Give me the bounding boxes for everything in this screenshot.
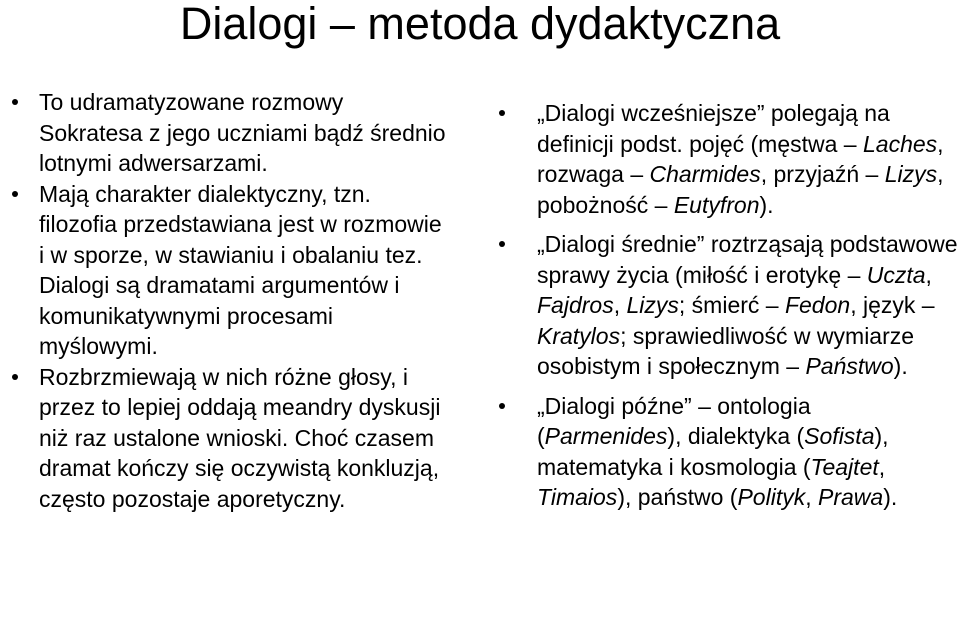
bullet-item — [492, 98, 958, 220]
bullet-dot-icon — [495, 229, 509, 260]
bullet-text: ). — [759, 191, 774, 218]
bullet-text: , — [878, 453, 886, 480]
bullet-item — [492, 229, 958, 382]
bullet-text: ), dialektyka ( — [667, 423, 805, 449]
bullet-text: , przyjaźń – — [760, 161, 885, 187]
bullet-item — [8, 362, 448, 515]
bullet-dot-icon — [495, 98, 509, 129]
dialogue-title: Lizys — [884, 161, 938, 187]
bullet-dot-icon — [8, 87, 22, 118]
bullet-text: Rozbrzmiewają w nich różne głosy, i przez to lepiej oddają meandry dyskusji niż raz ustalone wnioski. Choć czasem dramat kończy się oczywistą konkluzją, często pozostaje aporetyczny. — [39, 363, 441, 512]
dialogue-title: Charmides — [649, 161, 761, 187]
dialogue-title: Parmenides — [544, 423, 668, 449]
bullet-text: Mają charakter dialektyczny, tzn. filozofia przedstawiana jest w rozmowie i w sporze, w stawianiu i obalaniu tez. Dialogi są dramatami argumentów i komunikatywnymi procesami myślowymi. — [39, 180, 442, 359]
bullet-text: „Dialogi średnie” roztrząsają podstawowe sprawy życia (miłość i erotykę – — [537, 231, 958, 288]
bullet-text: ; śmierć – — [678, 292, 785, 318]
bullet-dot-icon — [495, 391, 509, 422]
bullet-text: ), matematyka i kosmologia ( — [537, 423, 889, 480]
dialogue-title: Timaios — [537, 484, 618, 510]
bullet-text: , — [613, 292, 627, 318]
dialogue-title: Fedon — [784, 292, 851, 318]
dialogue-title: Państwo — [805, 353, 894, 379]
bullet-text: To udramatyzowane rozmowy Sokratesa z jego uczniami bądź średnio lotnymi adwersarzami. — [39, 89, 446, 176]
bullet-text: ). — [883, 484, 898, 510]
bullet-text: , — [925, 261, 932, 288]
bullet-text: , — [805, 484, 818, 510]
dialogue-title: Uczta — [866, 261, 926, 288]
dialogue-title: Prawa — [818, 484, 884, 510]
bullet-text: , rozwaga – — [537, 130, 944, 187]
bullet-text: , pobożność – — [537, 161, 944, 218]
bullet-dot-icon — [8, 179, 22, 210]
bullet-dot-icon — [8, 362, 22, 393]
bullet-text: „Dialogi późne” – ontologia ( — [537, 392, 811, 449]
right-bullet-list — [492, 98, 958, 522]
dialogue-title: Laches — [863, 130, 938, 157]
dialogue-title: Kratylos — [537, 322, 621, 349]
bullet-text: ; sprawiedliwość w wymiarze osobistym i społecznym – — [537, 322, 915, 379]
dialogue-title: Teajtet — [810, 453, 879, 480]
bullet-item — [8, 87, 448, 179]
bullet-text: „Dialogi wcześniejsze” polegają na definicji podst. pojęć (męstwa – — [537, 100, 890, 157]
slide-title: Dialogi – metoda dydaktyczna — [179, 0, 781, 49]
dialogue-title: Sofista — [804, 423, 875, 449]
bullet-text: ), państwo ( — [617, 484, 738, 510]
dialogue-title: Lizys — [626, 292, 679, 318]
dialogue-title: Fajdros — [537, 292, 614, 318]
bullet-item — [492, 391, 958, 513]
left-bullet-list — [8, 87, 448, 514]
dialogue-title: Polityk — [737, 484, 806, 510]
bullet-item — [8, 179, 448, 362]
bullet-text: ). — [893, 353, 908, 379]
dialogue-title: Eutyfron — [673, 191, 760, 218]
bullet-text: , język – — [850, 292, 935, 318]
